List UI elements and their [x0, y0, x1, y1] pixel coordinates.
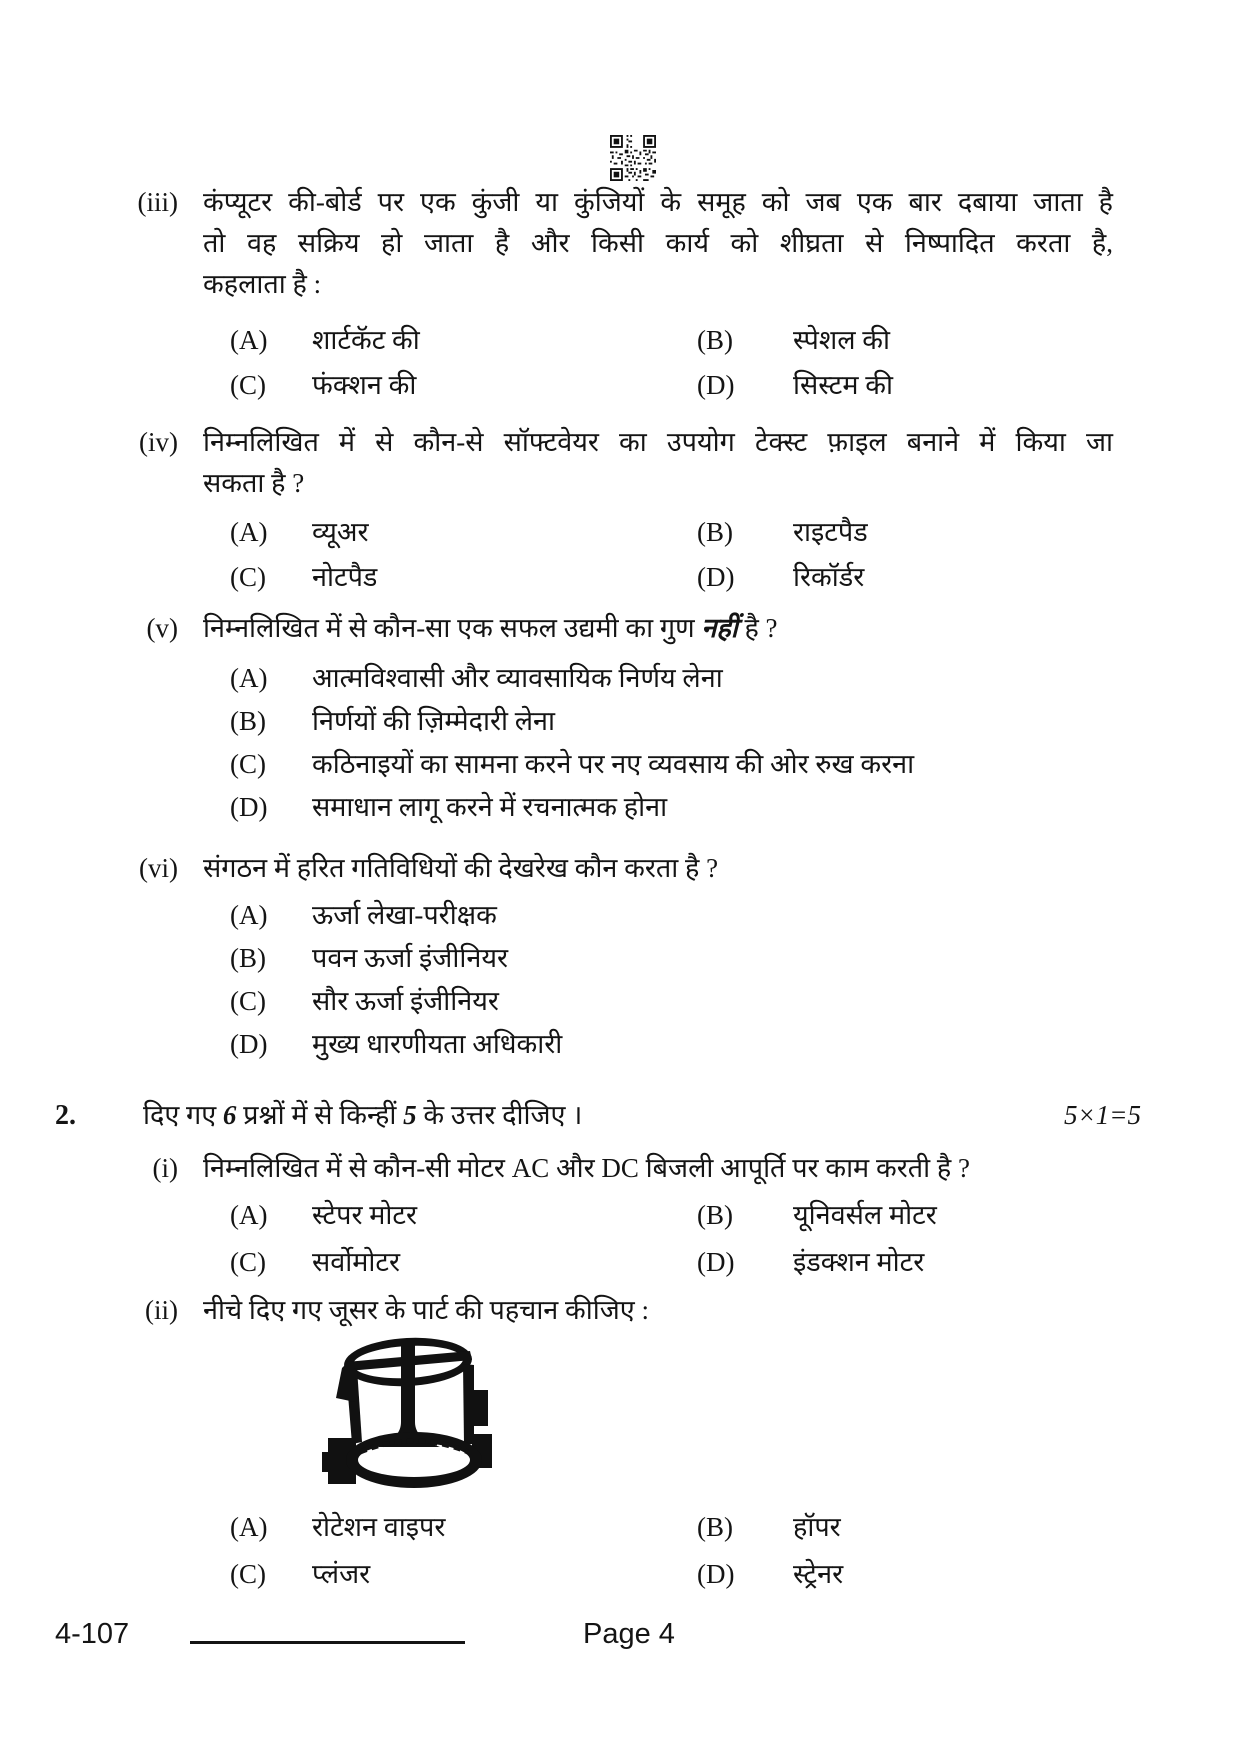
- question-text-line: नीचे दिए गए जूसर के पार्ट की पहचान कीजिए :: [203, 1295, 649, 1325]
- option-text: सर्वोमोटर: [312, 1247, 401, 1277]
- option-letter: (C): [230, 749, 266, 779]
- option-text: मुख्य धारणीयता अधिकारी: [312, 1029, 563, 1059]
- question-text-segment: के उत्तर दीजिए ।: [416, 1100, 583, 1130]
- option-text: रोटेशन वाइपर: [312, 1512, 446, 1542]
- option-text: इंडक्शन मोटर: [793, 1247, 925, 1277]
- option-letter: (B): [697, 517, 733, 547]
- option-letter: (B): [697, 1512, 733, 1542]
- question-2-number: 2.: [55, 1100, 76, 1131]
- option-text: व्यूअर: [312, 517, 369, 547]
- attempt-count-number: 5: [403, 1100, 417, 1130]
- option-text: सिस्टम की: [793, 370, 893, 400]
- question-text-segment: दिए गए: [143, 1100, 223, 1130]
- question-text-line: निम्नलिखित में से कौन-सी मोटर AC और DC बिजली आपूर्ति पर काम करती है ?: [203, 1153, 970, 1183]
- option-text: कठिनाइयों का सामना करने पर नए व्यवसाय की ओर रुख करना: [312, 749, 915, 779]
- question-iv-text: [203, 422, 1113, 504]
- question-vi-text: [203, 848, 1113, 889]
- option-letter: (A): [230, 1200, 268, 1230]
- option-letter: (B): [697, 325, 733, 355]
- option-text: निर्णयों की ज़िम्मेदारी लेना: [312, 706, 556, 736]
- qr-code: [610, 133, 656, 183]
- option-text: शार्टकॅट की: [312, 325, 420, 355]
- question-2-intro: [143, 1095, 1141, 1136]
- option-letter: (A): [230, 517, 268, 547]
- question-text-line: कंप्यूटर की-बोर्ड पर एक कुंजी या कुंजियों के समूह को जब एक बार दबाया जाता है: [203, 187, 1113, 217]
- option-letter: (C): [230, 370, 266, 400]
- option-text: राइटपैड: [793, 517, 868, 547]
- question-text-line: संगठन में हरित गतिविधियों की देखरेख कौन करता है ?: [203, 853, 719, 883]
- option-text: स्पेशल की: [793, 325, 890, 355]
- option-letter: (D): [230, 792, 268, 822]
- question-text-line: तो वह सक्रिय हो जाता है और किसी कार्य को शीघ्रता से निष्पादित करता है,: [203, 228, 1113, 258]
- option-text: स्टेपर मोटर: [312, 1200, 418, 1230]
- option-letter: (D): [697, 1247, 735, 1277]
- option-letter: (B): [230, 943, 266, 973]
- option-letter: (D): [697, 562, 735, 592]
- question-text-line: निम्नलिखित में से कौन-से सॉफ्टवेयर का उपयोग टेक्स्ट फ़ाइल बनाने में किया जा: [203, 427, 1113, 457]
- option-text: पवन ऊर्जा इंजीनियर: [312, 943, 509, 973]
- option-letter: (D): [697, 370, 735, 400]
- option-letter: (B): [230, 706, 266, 736]
- paper-code: 4-107: [55, 1618, 130, 1650]
- marks-label: 5×1=5: [1064, 1100, 1141, 1130]
- option-letter: (A): [230, 1512, 268, 1542]
- option-text: हॉपर: [793, 1512, 841, 1542]
- option-text: समाधान लागू करने में रचनात्मक होना: [312, 792, 668, 822]
- question-text-emphasis: नहीं: [701, 613, 738, 643]
- option-text: स्ट्रेनर: [793, 1559, 844, 1589]
- option-text: यूनिवर्सल मोटर: [793, 1200, 937, 1230]
- option-letter: (C): [230, 1247, 266, 1277]
- page-number-label: Page 4: [583, 1618, 675, 1650]
- question-iv-label: (iv): [139, 427, 178, 457]
- option-letter: (B): [697, 1200, 733, 1230]
- question-v-text: [203, 608, 1113, 649]
- question-2ii-text: [203, 1290, 1113, 1331]
- question-vi-options: [203, 900, 1140, 1059]
- option-letter: (C): [230, 1559, 266, 1589]
- question-text-segment: है ?: [737, 613, 778, 643]
- option-letter: (A): [230, 900, 268, 930]
- option-text: सौर ऊर्जा इंजीनियर: [312, 986, 499, 1016]
- question-vi-label: (vi): [139, 853, 178, 883]
- option-text: आत्मविश्वासी और व्यावसायिक निर्णय लेना: [312, 663, 723, 693]
- question-text-segment: निम्नलिखित में से कौन-सा एक सफल उद्यमी का गुण: [203, 613, 702, 643]
- question-iv-options: [203, 517, 1140, 592]
- option-letter: (A): [230, 663, 268, 693]
- option-letter: (C): [230, 986, 266, 1016]
- option-text: ऊर्जा लेखा-परीक्षक: [312, 900, 497, 930]
- option-text: नोटपैड: [312, 562, 378, 592]
- question-2i-options: [203, 1200, 1140, 1277]
- question-count-number: 6: [222, 1100, 237, 1130]
- juicer-part-image: [322, 1332, 493, 1495]
- question-v-label: (v): [146, 613, 178, 643]
- question-iii-text: [203, 182, 1113, 305]
- question-text-line: सकता है ?: [203, 468, 305, 498]
- question-2i-label: (i): [152, 1153, 178, 1183]
- option-letter: (D): [697, 1559, 735, 1589]
- question-v-options: [203, 663, 1140, 822]
- option-text: प्लंजर: [312, 1559, 371, 1589]
- question-2ii-options: [203, 1512, 1140, 1589]
- question-2ii-label: (ii): [145, 1295, 178, 1325]
- question-text-segment: प्रश्नों में से किन्हीं: [236, 1100, 404, 1130]
- option-letter: (A): [230, 325, 268, 355]
- option-text: रिकॉर्डर: [793, 562, 865, 592]
- question-2i-text: [203, 1148, 1113, 1189]
- question-text-line: [143, 1095, 582, 1136]
- question-text-line: कहलाता है :: [203, 269, 322, 299]
- question-iii-label: (iii): [137, 187, 178, 217]
- option-letter: (D): [230, 1029, 268, 1059]
- footer-divider: [190, 1641, 465, 1644]
- option-text: फंक्शन की: [312, 370, 417, 400]
- option-letter: (C): [230, 562, 266, 592]
- question-iii-options: [203, 325, 1140, 400]
